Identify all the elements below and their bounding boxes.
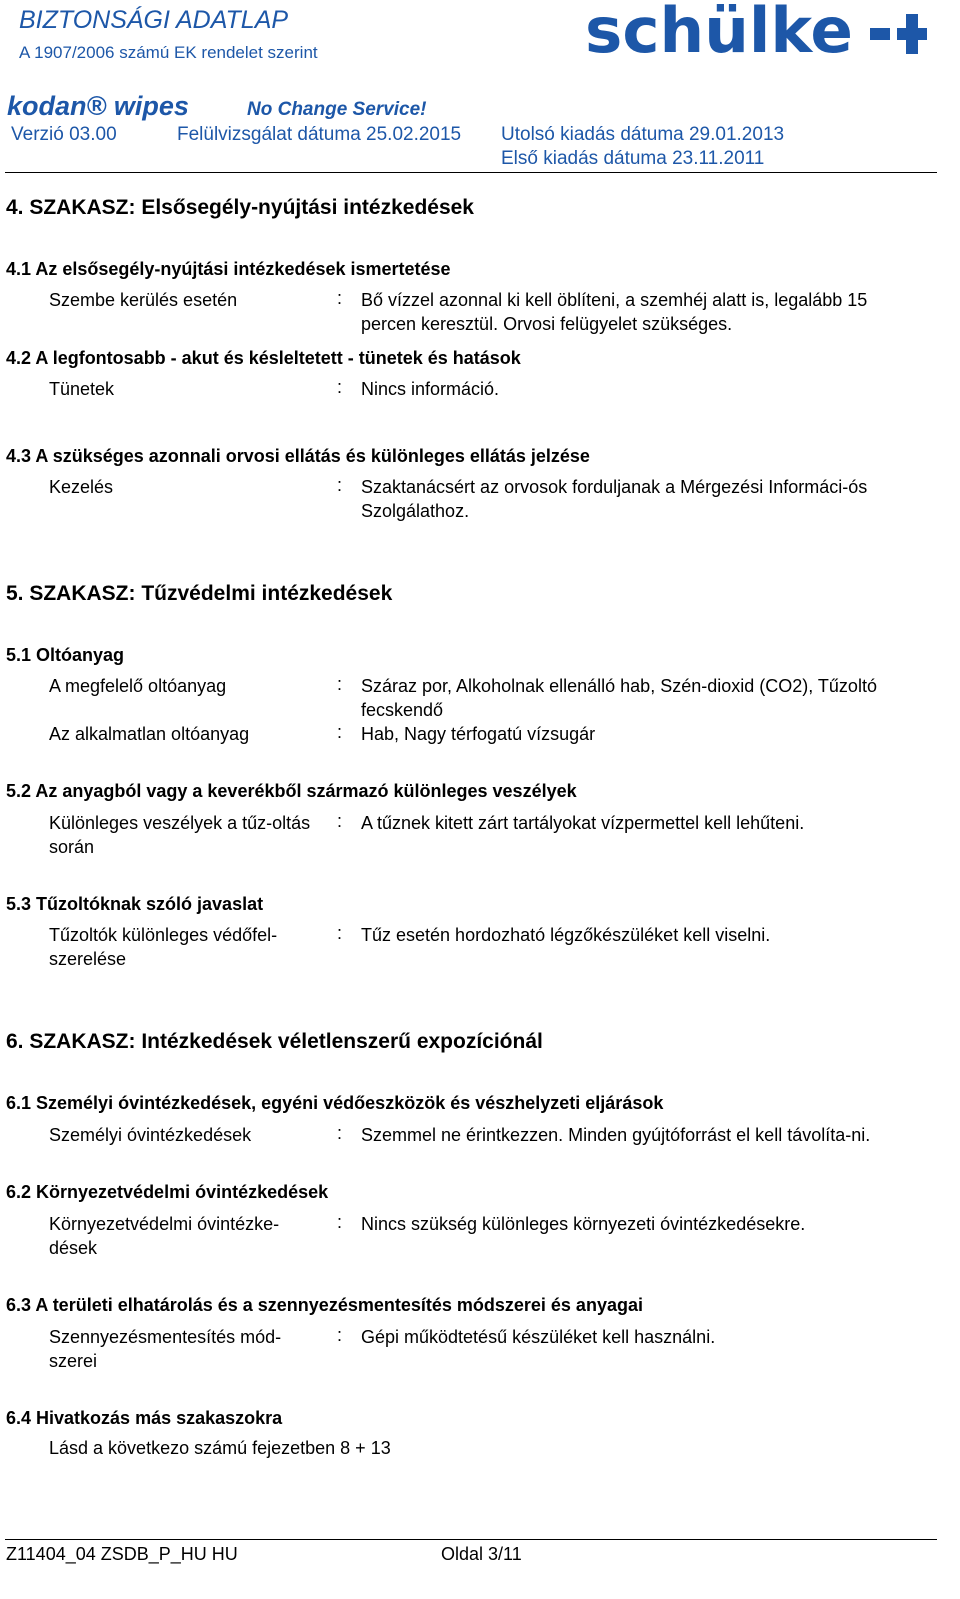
field-label: A megfelelő oltóanyag bbox=[49, 676, 227, 696]
footer-page-number: Oldal 3/11 bbox=[441, 1544, 522, 1564]
field-colon: : bbox=[337, 1325, 343, 1345]
field-colon: : bbox=[337, 377, 343, 397]
field-value: Hab, Nagy térfogatú vízsugár bbox=[361, 724, 596, 744]
subsection-5-2-title: 5.2 Az anyagból vagy a keverékből származó különleges veszélyek bbox=[6, 781, 577, 801]
subsection-4-1-title: 4.1 Az elsősegély-nyújtási intézkedések ismertetése bbox=[6, 259, 451, 279]
subsection-5-3-title: 5.3 Tűzoltóknak szóló javaslat bbox=[6, 894, 264, 914]
version: Verzió 03.00 bbox=[11, 124, 117, 145]
revision-date: Felülvizsgálat dátuma 25.02.2015 bbox=[177, 124, 462, 145]
section-4-title: 4. SZAKASZ: Elsősegély-nyújtási intézkedések bbox=[6, 196, 474, 219]
field-label: Környezetvédelmi óvintézke-dések bbox=[49, 1214, 280, 1258]
logo-cross-stem bbox=[906, 14, 918, 54]
field-colon: : bbox=[337, 722, 343, 742]
subsection-6-4-title: 6.4 Hivatkozás más szakaszokra bbox=[6, 1408, 283, 1428]
schulke-logo bbox=[585, 0, 930, 64]
product-name: kodan® wipes bbox=[7, 91, 189, 121]
subsection-5-1-title: 5.1 Oltóanyag bbox=[6, 645, 125, 665]
subsection-6-3-title: 6.3 A területi elhatárolás és a szennyezésmentesítés módszerei és anyagai bbox=[6, 1295, 643, 1315]
field-label: Szembe kerülés esetén bbox=[49, 290, 238, 310]
logo-dash bbox=[870, 28, 890, 40]
field-value: Bő vízzel azonnal ki kell öblíteni, a szemhéj alatt is, legalább 15 percen keresztül. Orvosi felügyelet szükséges. bbox=[361, 290, 868, 334]
field-label: Az alkalmatlan oltóanyag bbox=[49, 724, 250, 744]
field-value: Nincs szükség különleges környezeti óvintézkedésekre. bbox=[361, 1214, 806, 1234]
field-value: Nincs információ. bbox=[361, 379, 500, 399]
header-divider bbox=[5, 172, 937, 173]
field-colon: : bbox=[337, 923, 343, 943]
field-colon: : bbox=[337, 1123, 343, 1143]
footer-divider bbox=[5, 1539, 937, 1540]
field-value: Szemmel ne érintkezzen. Minden gyújtóforrást el kell távolíta-ni. bbox=[361, 1125, 871, 1145]
regulation-subtitle: A 1907/2006 számú EK rendelet szerint bbox=[19, 43, 318, 62]
first-issue-date: Első kiadás dátuma 23.11.2011 bbox=[501, 148, 765, 169]
field-value: Tűz esetén hordozható légzőkészüléket kell viselni. bbox=[361, 925, 771, 945]
field-label: Tünetek bbox=[49, 379, 115, 399]
footer-doc-id: Z11404_04 ZSDB_P_HU HU bbox=[6, 1544, 238, 1564]
section-6-title: 6. SZAKASZ: Intézkedések véletlenszerű expozíciónál bbox=[6, 1030, 543, 1053]
field-label: Tűzoltók különleges védőfel-szerelése bbox=[49, 925, 278, 969]
subsection-6-1-title: 6.1 Személyi óvintézkedések, egyéni védőeszközök és vészhelyzeti eljárások bbox=[6, 1093, 664, 1113]
service-notice: No Change Service! bbox=[247, 99, 427, 120]
subsection-4-2-title: 4.2 A legfontosabb - akut és késleltetett - tünetek és hatások bbox=[6, 348, 521, 368]
field-colon: : bbox=[337, 288, 343, 308]
field-value: Gépi működtetésű készüléket kell használni. bbox=[361, 1327, 716, 1347]
field-colon: : bbox=[337, 674, 343, 694]
last-issue-date: Utolsó kiadás dátuma 29.01.2013 bbox=[501, 124, 785, 145]
field-label: Különleges veszélyek a tűz-oltás során bbox=[49, 813, 311, 857]
document-title: BIZTONSÁGI ADATLAP bbox=[19, 6, 289, 34]
field-colon: : bbox=[337, 811, 343, 831]
field-label: Kezelés bbox=[49, 477, 114, 497]
field-value: Szaktanácsért az orvosok forduljanak a Mérgezési Informáci-ós Szolgálathoz. bbox=[361, 477, 868, 521]
subsection-6-2-title: 6.2 Környezetvédelmi óvintézkedések bbox=[6, 1182, 329, 1202]
field-colon: : bbox=[337, 1212, 343, 1232]
section-5-title: 5. SZAKASZ: Tűzvédelmi intézkedések bbox=[6, 582, 393, 605]
field-label: Szennyezésmentesítés mód-szerei bbox=[49, 1327, 282, 1371]
field-colon: : bbox=[337, 475, 343, 495]
field-value: A tűznek kitett zárt tartályokat vízpermettel kell lehűteni. bbox=[361, 813, 805, 833]
logo-wordmark: schülke bbox=[585, 0, 853, 64]
subsection-4-3-title: 4.3 A szükséges azonnali orvosi ellátás és különleges ellátás jelzése bbox=[6, 446, 590, 466]
field-value: Száraz por, Alkoholnak ellenálló hab, Szén-dioxid (CO2), Tűzoltó fecskendő bbox=[361, 676, 877, 720]
field-label: Személyi óvintézkedések bbox=[49, 1125, 252, 1145]
reference-text: Lásd a következo számú fejezetben 8 + 13 bbox=[49, 1438, 391, 1458]
